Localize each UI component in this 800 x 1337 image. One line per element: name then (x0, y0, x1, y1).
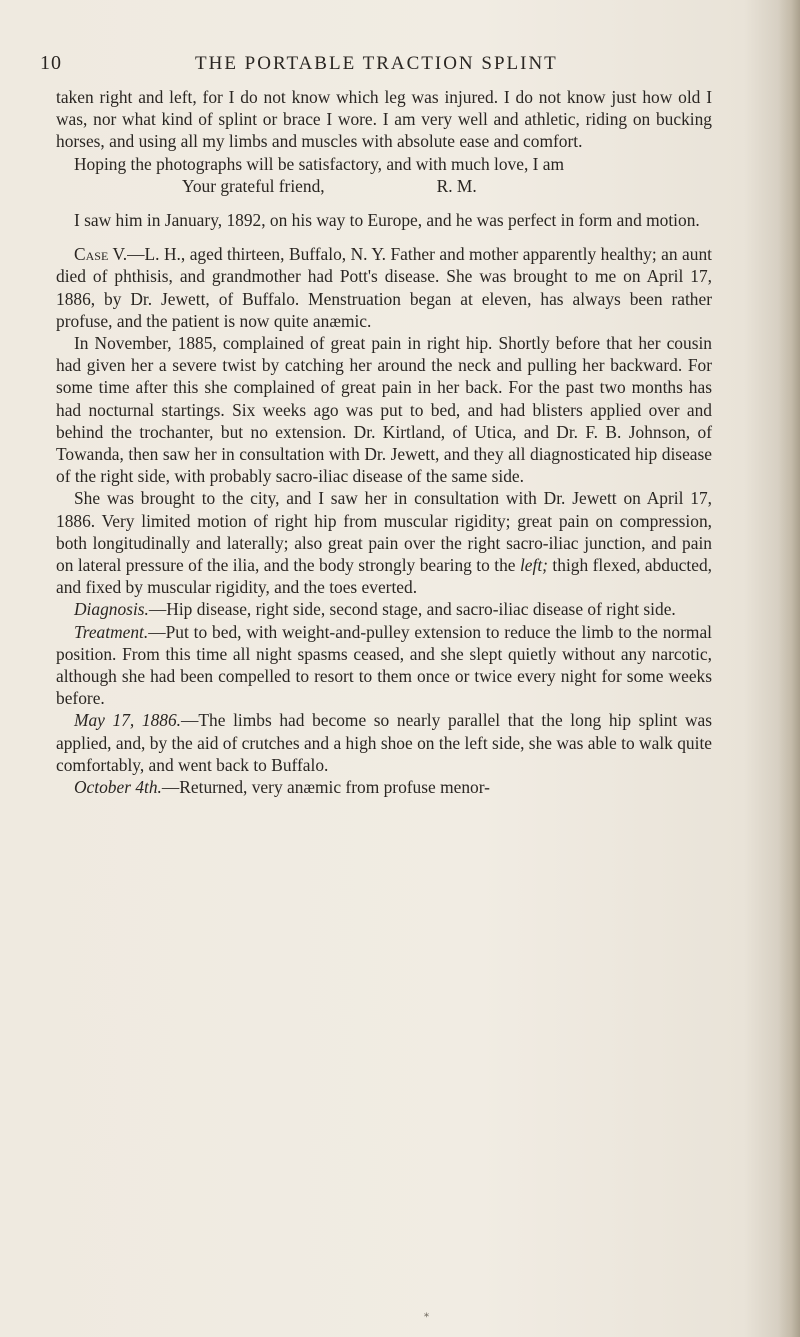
exam-italic: left; (519, 555, 548, 576)
body-text (56, 86, 712, 798)
page-header (40, 52, 720, 82)
exam-text-2: thigh flexed, abducted, and fixed by muscular rigidity, and the toes everted. (56, 555, 712, 598)
paragraph-may-entry (56, 709, 712, 776)
paragraph-case-intro (56, 243, 712, 332)
case-label: Case V. (74, 244, 128, 265)
treatment-text: —Put to bed, with weight-and-pulley extension to reduce the limb to the normal position. From this time all night spasms ceased, and she slept quietly without any narcotic, although she had been compelled to resort to them once or twice every night for some weeks before. (56, 621, 712, 709)
closing-text: Hoping the photographs will be satisfactory, and with much love, I am (74, 153, 565, 174)
may-date-label: May 17, 1886. (74, 710, 182, 731)
exam-text-1: She was brought to the city, and I saw her in consultation with Dr. Jewett on April 17, 1886. Very limited motion of right hip from muscular rigidity; great pain on compression, both longitudinally and laterally; also great pain over the right sacro-iliac junction, and pain on lateral pressure of the ilia, and the body strongly bearing to the (56, 488, 712, 576)
october-date-label: October 4th. (74, 777, 162, 798)
paragraph-follow-up: I saw him in January, 1892, on his way to Europe, and he was perfect in form and motion. (74, 210, 700, 231)
paragraph-gap (56, 197, 712, 209)
signature-line (56, 175, 712, 197)
diagnosis-label: Diagnosis. (74, 599, 149, 620)
paragraph-treatment (56, 621, 712, 710)
page-number: 10 (40, 52, 62, 74)
treatment-label: Treatment. (74, 621, 149, 642)
signature-mark: * (424, 1312, 429, 1323)
paragraph-october-entry (56, 776, 712, 798)
case-intro-text: —L. H., aged thirteen, Buffalo, N. Y. Father and mother apparently healthy; an aunt died of phthisis, and grandmother had Pott's disease. She was brought to me on April 17, 1886, by Dr. Jewett, of Buffalo. Menstruation began at eleven, has always been rather profuse, and the patient is now quite anæmic. (56, 244, 712, 331)
closing-salutation: Your grateful friend, (182, 175, 325, 196)
paragraph-letter-closing (56, 153, 712, 175)
diagnosis-text: —Hip disease, right side, second stage, and sacro-iliac disease of right side. (148, 599, 676, 620)
running-title: THE PORTABLE TRACTION SPLINT (195, 53, 558, 74)
paragraph-gap (56, 231, 712, 243)
signature-initials: R. M. (436, 175, 477, 196)
paragraph-diagnosis (56, 598, 712, 620)
paragraph-examination (56, 487, 712, 598)
paragraph-history: In November, 1885, complained of great pain in right hip. Shortly before that her cousin had given her a severe twist by catching her around the neck and pulling her backward. For some time after this she complained of great pain in her back. For the past two months has had nocturnal startings. Six weeks ago was put to bed, and had blisters applied over and behind the trochanter, but no extension. Dr. Kirtland, of Utica, and Dr. F. B. Johnson, of Towanda, then saw her in consultation with Dr. Jewett, and they all diagnosticated hip disease of the right side, with probably sacro-iliac disease of the same side. (56, 333, 712, 487)
page-edge-shadow (778, 0, 800, 1337)
october-entry-text: —Returned, very anæmic from profuse menor- (161, 777, 490, 798)
paragraph-letter-continuation: taken right and left, for I do not know which leg was injured. I do not know just how old I was, nor what kind of splint or brace I wore. I am very well and athletic, riding on bucking horses, and using all my limbs and muscles with absolute ease and comfort. (56, 87, 712, 152)
may-entry-text: —The limbs had become so nearly parallel that the long hip splint was applied, and, by the aid of crutches and a high shoe on the left side, she was able to walk quite comfortably, and went back to Buffalo. (56, 710, 713, 775)
